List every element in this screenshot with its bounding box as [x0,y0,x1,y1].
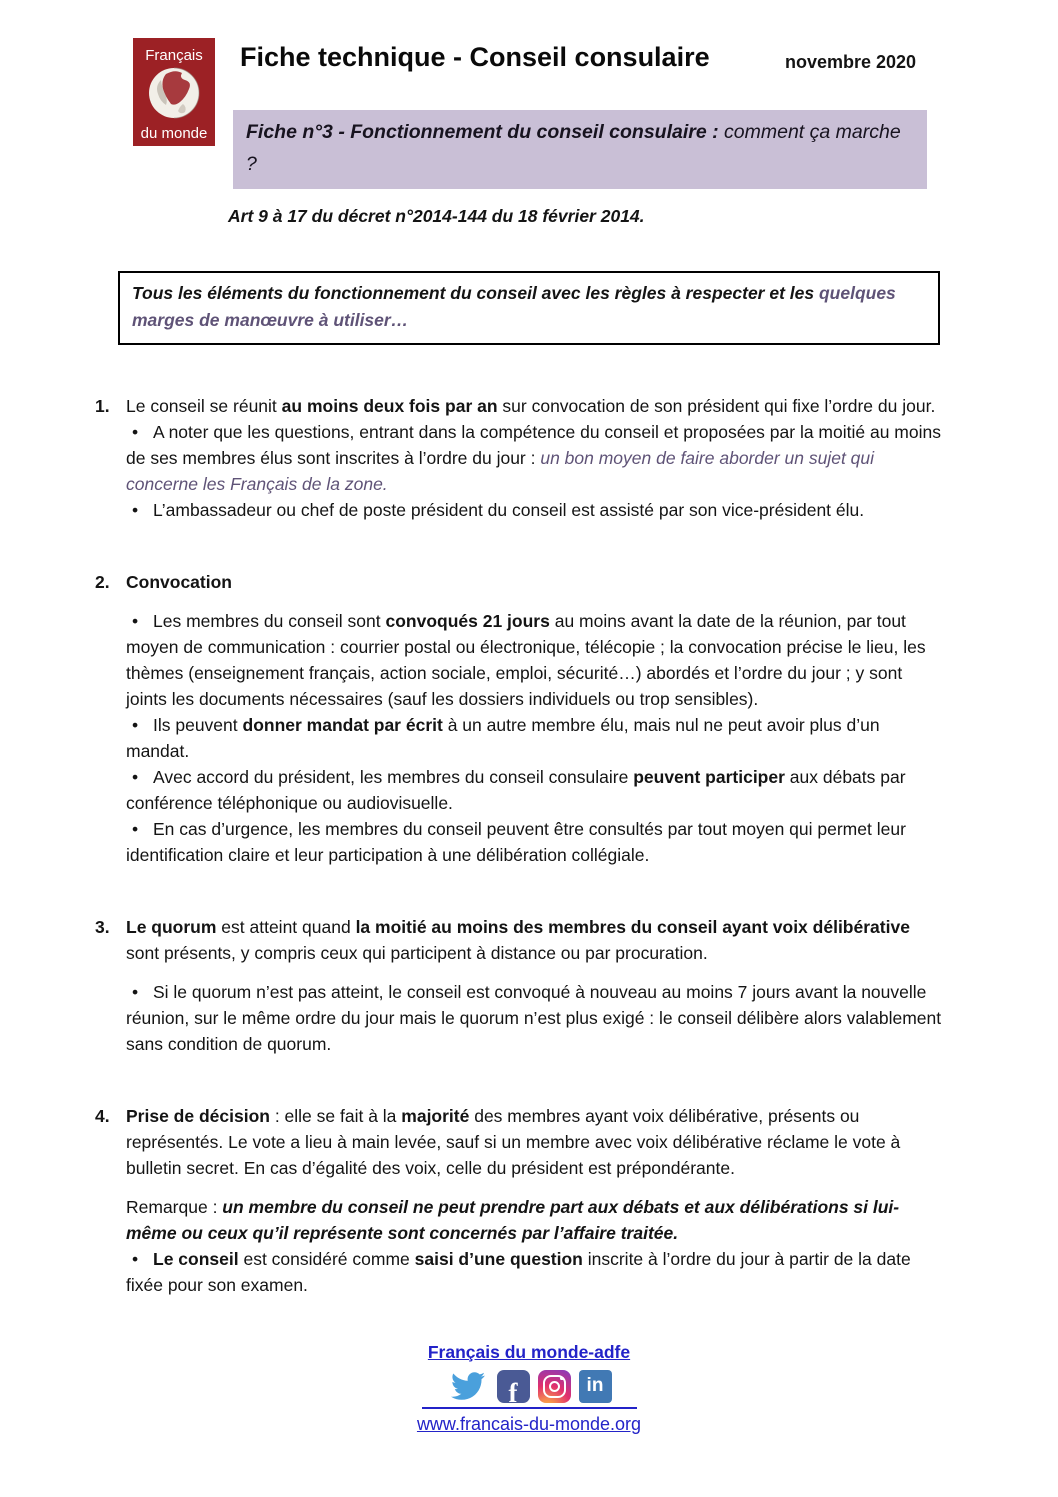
text-run: majorité [401,1106,470,1127]
bullet-icon: • [132,819,139,840]
list-item [95,1103,943,1298]
bullet-icon: • [132,715,139,736]
text-run: est atteint quand [216,917,356,938]
bullet-icon: • [132,1249,139,1270]
text-run: L’ambassadeur ou chef de poste président du conseil est assisté par son vice-président élu. [153,500,865,521]
text-run: Fiche n°3 - Fonctionnement du conseil consulaire : [246,121,725,143]
paragraph [126,569,943,595]
text-run: comment ça marche ? [246,121,901,175]
bullet-item [126,816,943,868]
linkedin-icon[interactable] [579,1370,612,1403]
text-run: Le quorum [126,917,217,938]
twitter-icon[interactable] [447,1368,489,1404]
list-item [95,569,943,868]
text-run: Le conseil [153,1249,239,1270]
list-item [95,393,943,523]
text-run: des membres ayant voix délibérative, présents ou représentés. Le vote a lieu à main levée, sauf si un membre avec voix délibérative réclame le vote à bulletin secret. En cas d’égalité des voix, celle du président est prépondérante. [126,1106,901,1179]
item-number: 3. [95,917,110,938]
item-number: 4. [95,1106,110,1127]
linkedin-glyph: in [586,1375,604,1397]
instagram-icon[interactable] [538,1370,571,1403]
bullet-item [126,608,943,712]
facebook-icon[interactable] [497,1370,530,1403]
org-link[interactable]: Français du monde-adfe [427,1342,631,1363]
facebook-glyph: f [508,1377,518,1403]
text-run: un membre du conseil ne peut prendre part aux débats et aux délibérations si lui-même ou ceux qu’il représente sont concernés par l’affaire traitée. [126,1197,900,1244]
text-run: un bon moyen de faire aborder un sujet qui concerne les Français de la zone. [126,448,875,495]
paragraph [126,1194,943,1246]
text-run: Le conseil se réunit [126,396,282,417]
item-content [126,569,943,868]
text-run: au moins deux fois par an [281,396,498,417]
document-date: novembre 2020 [785,52,917,72]
logo-text-top: Français [145,47,203,64]
text-run: saisi d’une question [414,1249,583,1270]
text-run: convoqués 21 jours [385,611,550,632]
text-run: est considéré comme [238,1249,415,1270]
text-run: Avec accord du président, les membres du conseil consulaire [153,767,634,788]
bullet-icon: • [132,611,139,632]
paragraph [126,1103,943,1181]
item-content [126,1103,943,1298]
bullet-icon: • [132,982,139,1003]
instagram-flash-dot [560,1377,564,1381]
logo-graphic [133,38,215,146]
bullet-item [126,764,943,816]
intro-box [118,271,940,345]
website-link[interactable]: www.francais-du-monde.org [416,1414,642,1435]
social-icons-row [0,1368,1058,1404]
text-run: inscrite à l’ordre du jour à partir de la date fixée pour son examen. [126,1249,911,1296]
text-run: aux débats par conférence téléphonique ou audiovisuelle. [126,767,906,814]
bullet-item [126,979,943,1057]
item-number: 2. [95,572,110,593]
text-run: Ils peuvent [153,715,243,736]
list-item [95,914,943,1057]
decree-reference: Art 9 à 17 du décret n°2014-144 du 18 février 2014. [228,206,645,226]
paragraph [126,393,943,419]
text-run: Tous les éléments du fonctionnement du conseil avec les règles à respecter et les [132,283,819,303]
bullet-item [126,1246,943,1298]
text-run: : elle se fait à la [269,1106,402,1127]
paragraph [126,914,943,966]
text-run: au moins avant la date de la réunion, par tout moyen de communication : courrier postal ou électronique, télécopie ; la convocation précise le lieu, les thèmes (enseignement français, action sociale, emploi, sécurité…) abordés et l’ordre du jour ; y sont joints les documents nécessaires (sauf les dossiers individuels ou trop sensibles). [126,611,926,710]
text-run: donner mandat par écrit [242,715,443,736]
text-run: Convocation [126,572,232,593]
item-number: 1. [95,396,110,417]
text-run: la moitié au moins des membres du conseil ayant voix délibérative [355,917,910,938]
item-content [126,393,943,523]
text-run: Remarque : [126,1197,223,1218]
bullet-icon: • [132,500,139,521]
text-run: peuvent participer [633,767,785,788]
bullet-icon: • [132,422,139,443]
text-run: A noter que les questions, entrant dans la compétence du conseil et proposées par la moitié au moins de ses membres élus sont inscrites à l’ordre du jour : [126,422,941,469]
text-run: à un autre membre élu, mais nul ne peut avoir plus d’un mandat. [126,715,880,762]
text-run: Si le quorum n’est pas atteint, le conseil est convoqué à nouveau au moins 7 jours avant la nouvelle réunion, sur le même ordre du jour mais le quorum n’est plus exigé : le conseil délibère alors valablement sans condition de quorum. [126,982,942,1055]
bullet-item [126,712,943,764]
page-footer [0,1342,1058,1435]
bullet-icon: • [132,767,139,788]
item-content [126,914,943,1057]
text-run: sur convocation de son président qui fixe l’ordre du jour. [497,396,936,417]
text-run: sont présents, y compris ceux qui participent à distance ou par procuration. [126,943,708,964]
footer-divider-line [422,1407,637,1409]
text-run: Prise de décision [126,1106,270,1127]
content-list [95,393,943,1298]
bullet-item [126,419,943,497]
document-header [0,0,1058,178]
text-run: Les membres du conseil sont [153,611,386,632]
page-title: Fiche technique - Conseil consulaire [240,42,710,72]
bullet-item [126,497,943,523]
text-run: quelques marges de manœuvre à utiliser… [132,283,896,331]
francais-du-monde-logo [133,38,215,146]
logo-text-bottom: du monde [140,125,208,142]
text-run: En cas d’urgence, les membres du conseil peuvent être consultés par tout moyen qui permet leur identification claire et leur participation à une délibération collégiale. [126,819,906,866]
banner-title [233,110,927,189]
